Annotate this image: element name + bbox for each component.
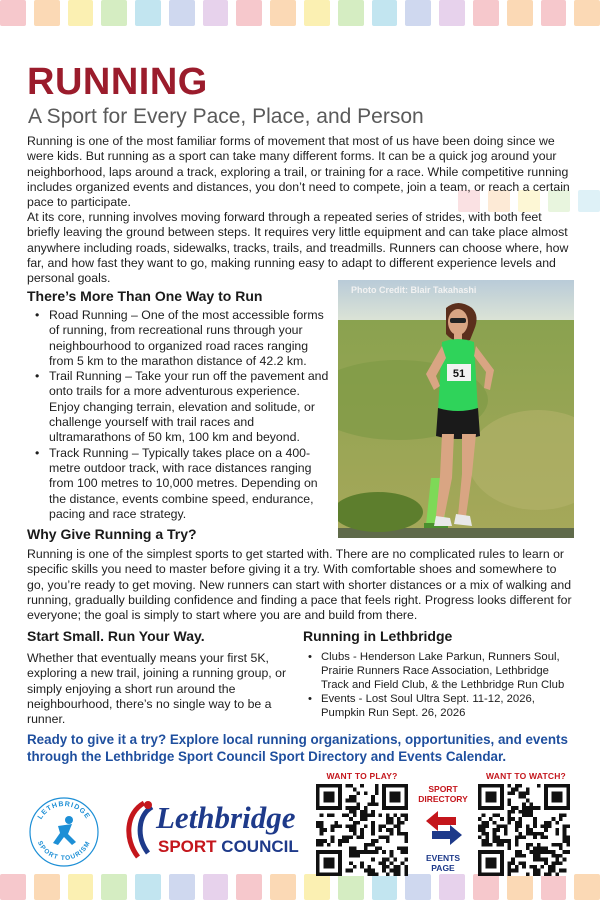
call-to-action: Ready to give it a try? Explore local running organizations, opportunities, and events through the Lethbridge Sport Council Sport Directory and Events Calendar. (27, 732, 568, 764)
photo-credit: Photo Credit: Blair Takahashi (351, 285, 477, 295)
color-tile (236, 0, 262, 26)
color-tile (405, 874, 431, 900)
bib-number: 51 (452, 368, 466, 380)
top-color-strip (0, 0, 600, 26)
start-heading: Start Small. Run Your Way. (27, 628, 205, 644)
runner-illustration (338, 280, 574, 538)
start-paragraph: Whether that eventually means your first 5K, exploring a new trail, joining a running group, or simply enjoying a short run around the neighbourhood, there’s no single way to be a runner. (27, 651, 287, 727)
why-heading: Why Give Running a Try? (27, 526, 197, 542)
bottom-color-strip (0, 874, 600, 900)
color-tile (338, 874, 364, 900)
sport-directory-label: SPORT DIRECTORY (418, 784, 468, 804)
color-tile (372, 874, 398, 900)
council-sub-council: COUNCIL (221, 837, 299, 856)
page-subtitle: A Sport for Every Pace, Place, and Person (28, 105, 424, 128)
events-page-label: EVENTS PAGE (425, 853, 460, 873)
color-tile (304, 874, 330, 900)
intro-paragraph-2: At its core, running involves moving forward through a repeated series of strides, with both feet briefly leaving the ground between steps. It requires very little equipment and can take place almost anywhere including roads, sidewalks, tracks, trails, and treadmills. Runners can choose where, how far, and how fast they want to go, making running easy to adapt to different experience levels and personal goals. (27, 210, 569, 286)
color-tile (34, 0, 60, 26)
color-tile (574, 0, 600, 26)
sport-council-emblem (122, 797, 158, 863)
color-tile (101, 874, 127, 900)
list-item: • Road Running – One of the most accessible forms of running, from recreational runs through your neighbourhood to organized road races ranging from 5 km to the marathon distance of 42.2 km. (33, 308, 333, 369)
intro-paragraph-1: Running is one of the most familiar forms of movement that most of us have been doing since we were kids. But running as a sport can take many different forms. It can be a quick jog around your neighborhood, laps around a track, exploring a trail, or training for a race. While competitive running includes organized events and distances, you don’t need to compete, join a team, or reach a certain pace to participate. (27, 134, 570, 210)
list-item: • Track Running – Typically takes place on a 400-metre outdoor track, with race distances ranging from 100 metres to 10,000 metres. Depending on the distance, events combine speed, endurance, pacing and race strategy. (33, 446, 333, 522)
color-tile (270, 0, 296, 26)
color-tile (338, 0, 364, 26)
council-subtitle (158, 837, 299, 857)
color-tile (304, 0, 330, 26)
color-tile (101, 0, 127, 26)
color-tile (405, 0, 431, 26)
color-tile (0, 0, 26, 26)
runner-photo (338, 280, 574, 538)
color-tile (135, 874, 161, 900)
list-item: • Events - Lost Soul Ultra Sept. 11-12, 2026, Pumpkin Run Sept. 26, 2026 (307, 692, 577, 720)
why-paragraph: Running is one of the simplest sports to get started with. There are no complicated rules to learn or specific skills you need to master before giving it a try. With comfortable shoes and somewhere to go, you’re ready to get moving. New runners can start with shorter distances or a mix of walking and running, gradually building confidence and finding a pace that feels right. Progress looks different for everyone; the goal is simply to start where you are and build from there. (27, 547, 572, 623)
color-tile (372, 0, 398, 26)
color-tile (169, 0, 195, 26)
color-tile (270, 874, 296, 900)
color-tile (473, 0, 499, 26)
color-tile (203, 0, 229, 26)
lethbridge-heading: Running in Lethbridge (303, 628, 453, 644)
ways-heading: There’s More Than One Way to Run (27, 288, 263, 304)
color-tile (578, 190, 600, 212)
sport-directory-qr-code[interactable] (316, 784, 408, 876)
color-tile (0, 874, 26, 900)
ways-list (33, 308, 333, 522)
council-name: Lethbridge (156, 800, 296, 835)
events-page-qr-code[interactable] (478, 784, 570, 876)
color-tile (507, 0, 533, 26)
color-tile (507, 874, 533, 900)
color-tile (439, 874, 465, 900)
color-tile (541, 0, 567, 26)
tourism-bottom-text: SPORT TOURISM (35, 839, 93, 863)
want-to-play-label: WANT TO PLAY? (326, 771, 398, 781)
tourism-top-text: LETHBRIDGE (36, 800, 92, 821)
list-item: • Clubs - Henderson Lake Parkun, Runners Soul, Prairie Runners Race Association, Lethbridge Track and Field Club, & the Lethbridge Run Club (307, 650, 577, 692)
color-tile (439, 0, 465, 26)
swap-arrows-icon (424, 808, 464, 848)
color-tile (541, 874, 567, 900)
color-tile (203, 874, 229, 900)
color-tile (574, 874, 600, 900)
color-tile (34, 874, 60, 900)
want-to-watch-label: WANT TO WATCH? (486, 771, 566, 781)
color-tile (135, 0, 161, 26)
color-tile (68, 0, 94, 26)
lethbridge-list (307, 650, 577, 720)
color-tile (68, 874, 94, 900)
sport-council-logo (122, 797, 300, 863)
sport-tourism-logo (28, 796, 100, 868)
color-tile (169, 874, 195, 900)
council-sub-sport: SPORT (158, 837, 217, 856)
color-tile (236, 874, 262, 900)
color-tile (473, 874, 499, 900)
page-title: RUNNING (27, 61, 208, 103)
list-item: • Trail Running – Take your run off the pavement and onto trails for a more adventurous experience. Enjoy changing terrain, elevation and solitude, or challenge yourself with trail races and ultramarathons of 50 km, 100 km and beyond. (33, 369, 333, 445)
